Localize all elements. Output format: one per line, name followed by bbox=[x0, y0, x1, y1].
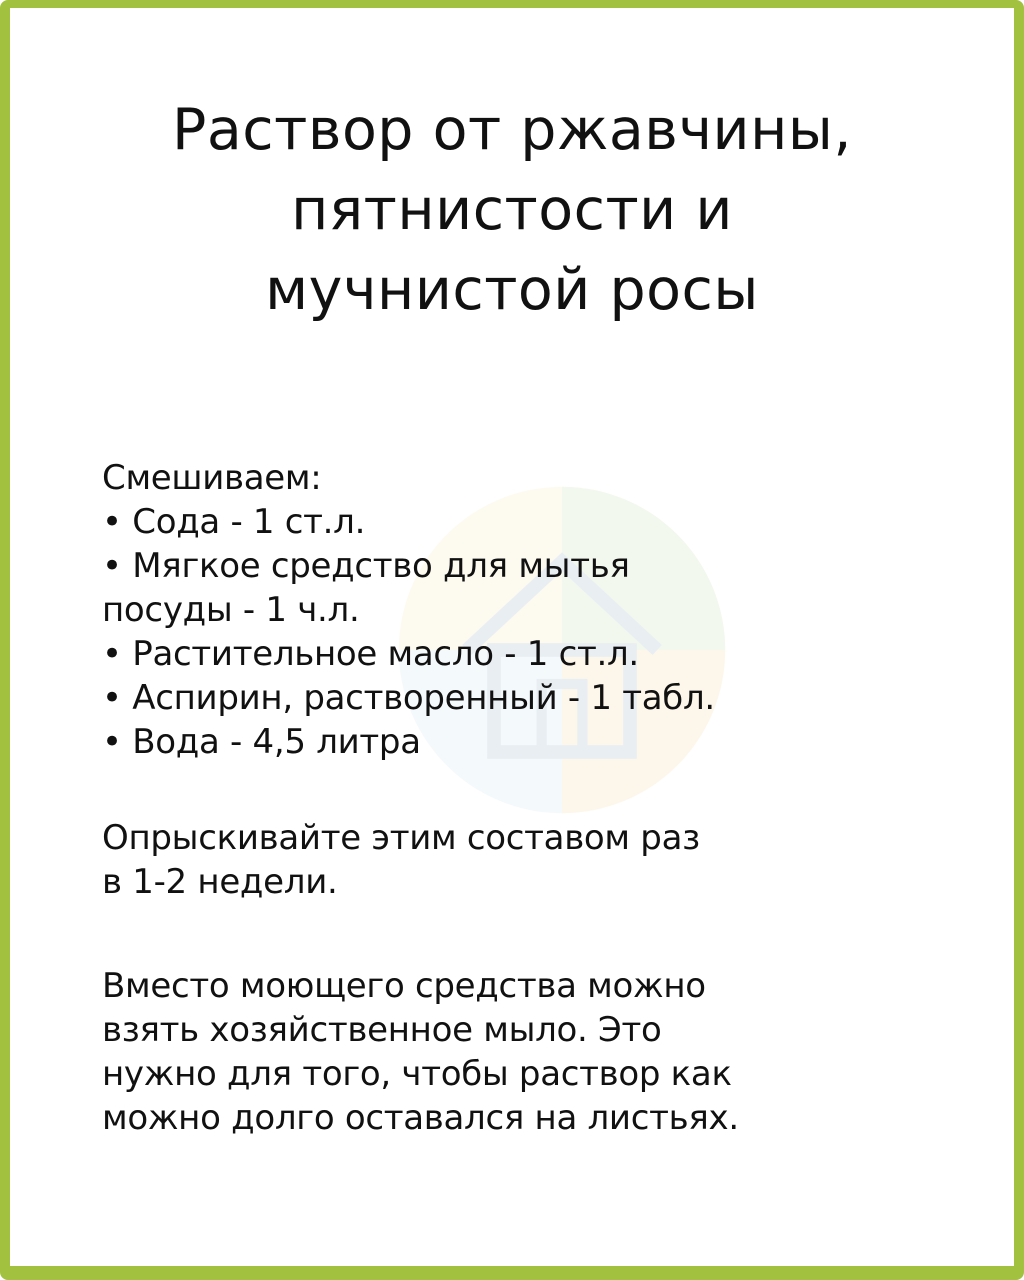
ingredient-water: • Вода - 4,5 литра bbox=[102, 722, 421, 762]
ingredient-detergent-cont: посуды - 1 ч.л. bbox=[102, 590, 360, 630]
note-line-4: можно долго оставался на листьях. bbox=[102, 1098, 739, 1138]
spacer bbox=[102, 904, 954, 964]
note-line-2: взять хозяйственное мыло. Это bbox=[102, 1010, 662, 1050]
title-line-2: пятнистости и bbox=[291, 177, 733, 243]
title-line-3: мучнистой росы bbox=[265, 257, 759, 323]
ingredient-soda: • Сода - 1 ст.л. bbox=[102, 502, 366, 542]
spacer bbox=[102, 764, 954, 816]
page-title bbox=[50, 90, 974, 330]
ingredient-aspirin: • Аспирин, растворенный - 1 табл. bbox=[102, 678, 715, 718]
ingredient-oil: • Растительное масло - 1 ст.л. bbox=[102, 634, 639, 674]
mix-heading: Смешиваем: bbox=[102, 458, 322, 498]
title-line-1: Раствор от ржавчины, bbox=[172, 97, 852, 163]
note-line-3: нужно для того, чтобы раствор как bbox=[102, 1054, 732, 1094]
spray-instruction-line-2: в 1-2 недели. bbox=[102, 862, 338, 902]
note-line-1: Вместо моющего средства можно bbox=[102, 966, 706, 1006]
ingredient-detergent: • Мягкое средство для мытья bbox=[102, 546, 630, 586]
spray-instruction-line-1: Опрыскивайте этим составом раз bbox=[102, 818, 700, 858]
recipe-body bbox=[102, 456, 954, 1140]
